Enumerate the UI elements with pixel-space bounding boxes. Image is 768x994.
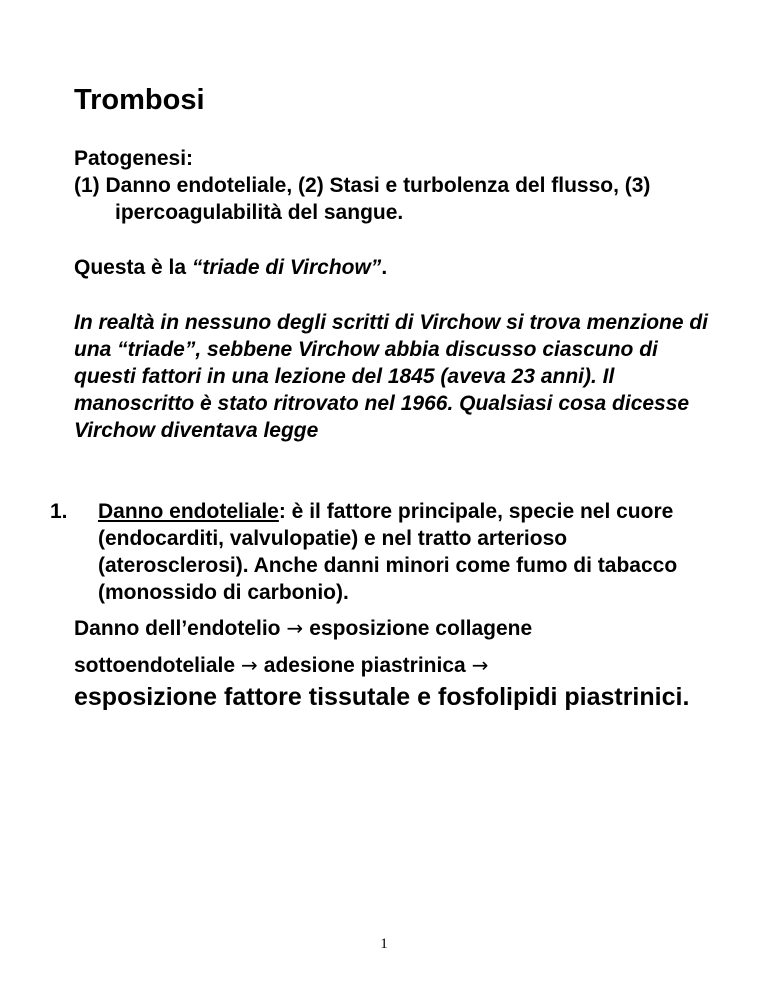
sequence-step-3: sottoendoteliale xyxy=(74,654,236,677)
sequence-step-5: esposizione fattore tissutale e fosfolipidi piastrinici. xyxy=(74,683,690,711)
triade-sentence xyxy=(74,254,714,281)
page-number: 1 xyxy=(380,936,388,952)
list-item-text: : è il fattore principale, specie nel cuore (endocarditi, valvulopatie) e nel tratto arterioso (aterosclerosi). Anche danni minori come fumo di tabacco (monossido di carbonio). xyxy=(98,500,678,604)
list-item-number: 1. xyxy=(50,500,68,523)
triade-quote: “triade di Virchow” xyxy=(191,256,382,279)
triade-suffix: . xyxy=(381,256,388,279)
patogenesi-item: (1) Danno endoteliale, (2) Stasi e turbolenza del flusso, (3) ipercoagulabilità del sangue. xyxy=(74,174,651,224)
sequence-step-1: Danno dell’endotelio xyxy=(74,617,281,640)
sequence-step-2: esposizione collagene xyxy=(309,617,533,640)
patogenesi-section xyxy=(74,145,714,226)
arrow-right-icon: → xyxy=(471,653,489,677)
triade-prefix: Questa è la xyxy=(74,256,192,279)
sequence-line-1 xyxy=(74,615,532,642)
sequence-step-4: adesione piastrinica xyxy=(263,654,466,677)
historical-note: In realtà in nessuno degli scritti di Virchow si trova menzione di una “triade”, sebbene Virchow abbia discusso ciascuno di questi fattori in una lezione del 1845 (aveva 23 anni). Il manoscritto è stato ritrovato nel 1966. Qualsiasi cosa dicesse Virchow diventava legge xyxy=(74,311,709,442)
arrow-right-icon: → xyxy=(286,616,304,640)
list-item-heading: Danno endoteliale xyxy=(98,500,279,523)
list-item-danno-endoteliale xyxy=(50,498,714,606)
sequence-line-2 xyxy=(74,652,494,679)
arrow-right-icon: → xyxy=(241,653,258,677)
page-title: Trombosi xyxy=(74,84,205,116)
patogenesi-label: Patogenesi: xyxy=(74,147,194,170)
